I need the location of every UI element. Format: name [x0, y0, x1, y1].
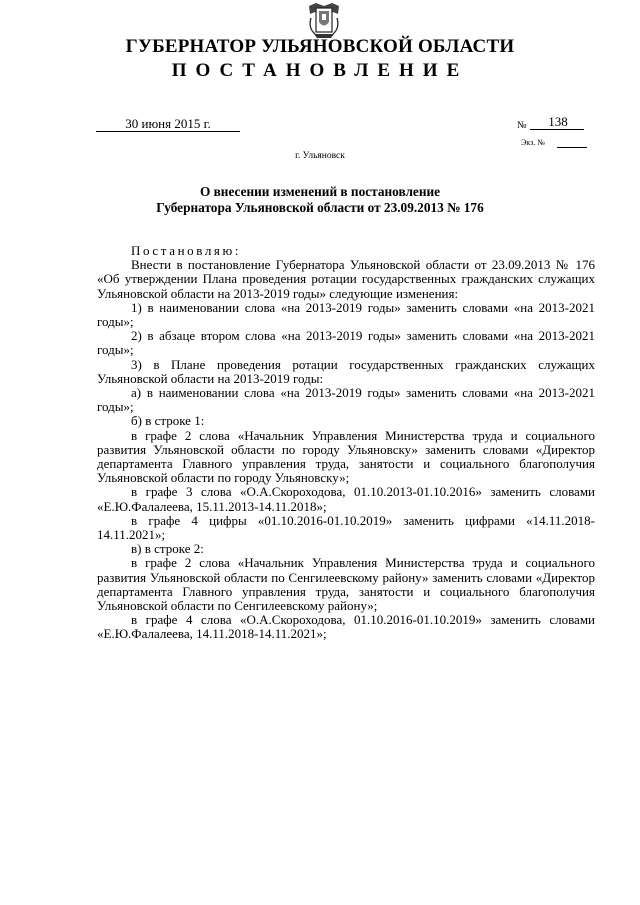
body-paragraph: в графе 4 цифры «01.10.2016-01.10.2019» заменить цифрами «14.11.2018-14.11.2021»; — [97, 512, 595, 543]
body-paragraph: а) в наименовании слова «на 2013-2019 годы» заменить словами «на 2013-2021 годы»; — [97, 385, 595, 415]
copy-number-label: Экз. № — [521, 138, 545, 147]
date-underline — [96, 131, 240, 132]
coat-of-arms-icon — [305, 0, 343, 40]
number-underline — [530, 129, 584, 130]
body-paragraph: в графе 3 слова «О.А.Скороходова, 01.10.2013-01.10.2016» заменить словами «Е.Ю.Фалалеева, 15.11.2013-14.11.2018»; — [97, 484, 595, 514]
body-paragraph: в графе 4 слова «О.А.Скороходова, 01.10.2016-01.10.2019» заменить словами «Е.Ю.Фалалеева, 14.11.2018-14.11.2021»; — [97, 612, 595, 642]
copy-number-underline — [557, 147, 587, 148]
body-paragraph: 1) в наименовании слова «на 2013-2019 годы» заменить словами «на 2013-2021 годы»; — [97, 299, 595, 330]
body-paragraph: в графе 2 слова «Начальник Управления Министерства труда и социального развития Ульяновской области по Сенгилеевскому району» заменить словами «Директор департамента Главного управления труда, занятости и социального благополучия Ульяновской области по Сенгилеевскому району»; — [97, 555, 595, 614]
document-date: 30 июня 2015 г. — [125, 116, 211, 131]
body-paragraph: 3) в Плане проведения ротации государственных гражданских служащих Ульяновской области на 2013-2019 годы: — [97, 356, 595, 386]
document-title-line-1: О внесении изменений в постановление — [199, 184, 441, 199]
city: г. Ульяновск — [295, 151, 345, 161]
number-label: № — [517, 120, 527, 131]
document-type: ПОСТАНОВЛЕНИЕ — [171, 60, 469, 81]
document-title-line-2: Губернатора Ульяновской области от 23.09.2013 № 176 — [156, 200, 484, 215]
body-paragraph: б) в строке 1: — [131, 413, 205, 429]
document-body — [97, 244, 595, 642]
document-title — [0, 184, 640, 216]
body-paragraph: в графе 2 слова «Начальник Управления Министерства труда и социального развития Ульяновской области по городу Ульяновску» заменить словами «Директор департамента Главного управления труда, занятости и социального благополучия Ульяновской области по городу Ульяновску»; — [97, 427, 595, 486]
authority-title: ГУБЕРНАТОР УЛЬЯНОВСКОЙ ОБЛАСТИ — [125, 36, 515, 57]
body-paragraph: 2) в абзаце втором слова «на 2013-2019 годы» заменить словами «на 2013-2021 годы»; — [97, 328, 595, 358]
body-paragraph: Постановляю: — [131, 243, 242, 258]
document-number: 138 — [548, 114, 568, 129]
body-paragraph: Внести в постановление Губернатора Ульяновской области от 23.09.2013 № 176 «Об утверждении Плана проведения ротации государственных гражданских служащих Ульяновской области на 2013-2019 годы» следующие изменения: — [97, 257, 595, 301]
body-paragraph: в) в строке 2: — [131, 541, 204, 557]
